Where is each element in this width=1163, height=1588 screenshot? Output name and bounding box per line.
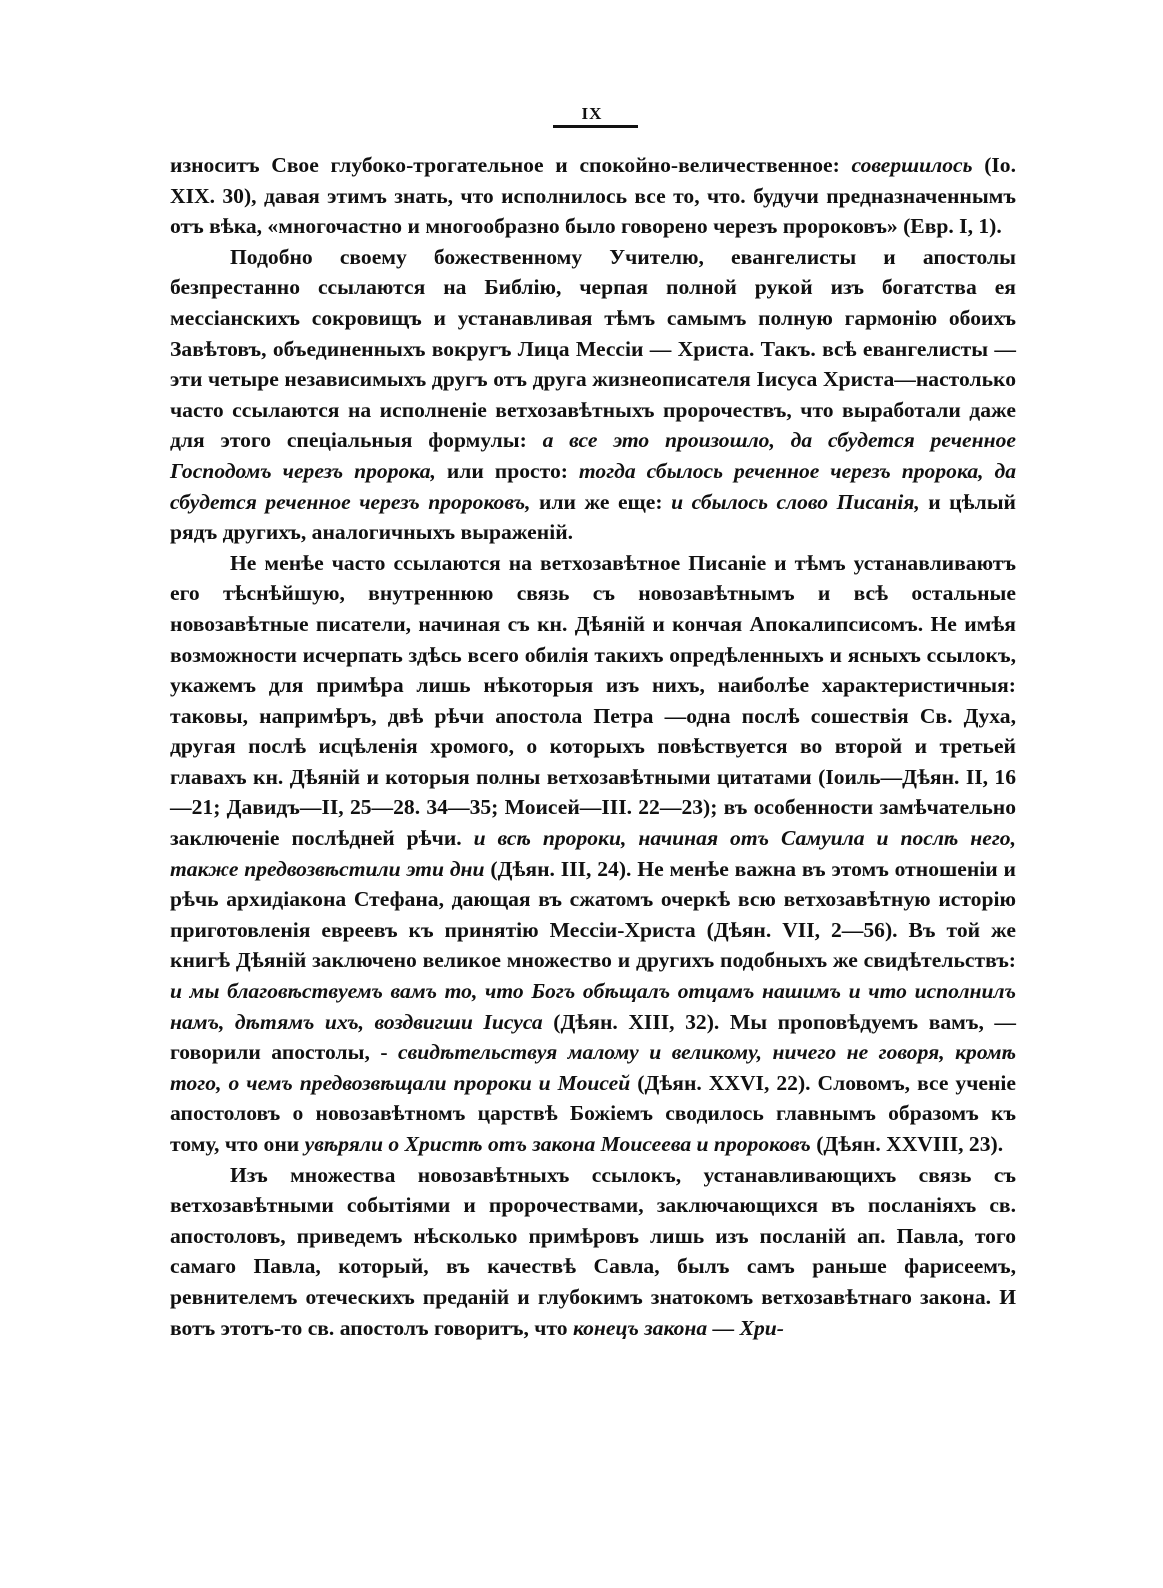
italic-quote: и всѣ пророки, начиная отъ Самуила и послѣ него, также предвозвѣстили эти дни xyxy=(170,826,1017,881)
italic-quote: а все это произошло, да сбудется реченное Господомъ черезъ пророка, xyxy=(170,428,1016,483)
text-run: износитъ Свое глубоко-трогательное и спокойно-величественное: xyxy=(170,153,852,177)
header-rule xyxy=(553,125,638,128)
text-run: Не менѣе часто ссылаются на ветхозавѣтное Писаніе и тѣмъ устанавливаютъ его тѣснѣйшую, внутреннюю связь съ новозавѣтнымъ и всѣ остальные новозавѣтные писатели, начиная съ кн. Дѣяній и кончая Апокалипсисомъ. Не имѣя возможности исчерпать здѣсь всего обилія такихъ опредѣленныхъ и ясныхъ ссылокъ, укажемъ для примѣра лишь нѣкоторыя изъ нихъ, наиболѣе характеристичныя: таковы, напримѣръ, двѣ рѣчи апостола Петра —одна послѣ сошествія Св. Духа, другая послѣ исцѣленія хромого, о которыхъ повѣствуется во второй и третьей главахъ кн. Дѣяній и которыя полны ветхозавѣтными цитатами (Іоиль—Дѣян. II, 16—21; Давидъ—II, 25—28. 34—35; Моисей—III. 22—23); въ особенности замѣчательно заключеніе послѣдней рѣчи. xyxy=(170,550,1016,851)
text-run: или просто: xyxy=(435,458,579,483)
text-run: и цѣлый рядъ другихъ, аналогичныхъ выраженій. xyxy=(170,489,1016,545)
text-run: (Дѣян. XXVI, 22). Словомъ, все ученіе апостоловъ о новозавѣтномъ царствѣ Божіемъ сводилось главнымъ образомъ къ тому, что они xyxy=(170,1070,1016,1156)
italic-quote: свидѣтельствуя малому и великому, ничего не говоря, кромѣ того, о чемъ предвозвѣщали пророки и Моисей xyxy=(170,1040,1016,1095)
italic-quote: и мы благовѣствуемъ вамъ то, что Богъ обѣщалъ отцамъ нашимъ и что исполнилъ намъ, дѣтямъ ихъ, воздвигши Іисуса xyxy=(170,979,1016,1034)
text-run: Подобно своему божественному Учителю, евангелисты и апостолы безпрестанно ссылаются на Библію, черпая полной рукой изъ богатства ея мессіанскихъ сокровищъ и устанавливая тѣмъ самымъ полную гармонію обоихъ Завѣтовъ, объединенныхъ вокругъ Лица Мессіи — Христа. Такъ. всѣ евангелисты — эти четыре независимыхъ другъ отъ друга жизнеописателя Іисуса Христа—настолько часто ссылаются на исполненіе ветхозавѣтныхъ пророчествъ, что выработали даже для этого спеціальныя формулы: xyxy=(170,244,1016,453)
italic-quote: совершилось xyxy=(851,153,973,177)
text-run: Изъ множества новозавѣтныхъ ссылокъ, устанавливающихъ связь съ ветхозавѣтными событіями и пророчествами, заключающихся въ посланіяхъ св. апостоловъ, приведемъ нѣсколько примѣровъ лишь изъ посланій ап. Павла, того самаго Павла, который, въ качествѣ Савла, былъ самъ раньше фарисеемъ, ревнителемъ отеческихъ преданій и глубокимъ знатокомъ ветхозавѣтнаго закона. И вотъ этотъ-то св. апостолъ говоритъ, что xyxy=(170,1162,1016,1340)
italic-quote: тогда сбылось реченное черезъ пророка, да сбудется реченное черезъ пророковъ, xyxy=(170,458,1017,514)
paragraph xyxy=(170,242,1016,548)
paragraph xyxy=(170,548,1016,1160)
text-run: или же еще: xyxy=(530,489,672,514)
text-run: (Io. XIX. 30), давая этимъ знать, что исполнилось все то, что. будучи предназначеннымъ отъ вѣка, «многочастно и многообразно было говорено черезъ пророковъ» (Евр. I, 1). xyxy=(170,153,1016,239)
text-run: (Дѣян. XXVIII, 23). xyxy=(810,1132,1004,1156)
paragraph xyxy=(170,150,1016,242)
italic-quote: и сбылось слово Писанія, xyxy=(671,489,920,514)
page-body xyxy=(170,150,1016,1343)
text-run: (Дѣян. III, 24). Не менѣе важна въ этомъ отношеніи и рѣчь архидіакона Стефана, дающая въ сжатомъ очеркѣ всю ветхозавѣтную исторію приготовленія евреевъ къ принятію Мессіи-Христа (Дѣян. VII, 2—56). Въ той же книгѣ Дѣяній заключено великое множество и другихъ подобныхъ же свидѣтельствъ: xyxy=(170,856,1016,973)
page-number: IX xyxy=(581,104,603,123)
italic-quote: увѣряли о Христѣ отъ закона Моисеева и пророковъ xyxy=(304,1132,811,1156)
text-run: (Дѣян. XIII, 32). Мы проповѣдуемъ вамъ, — говорили апостолы, - xyxy=(170,1009,1016,1065)
italic-quote: конецъ закона — Хри- xyxy=(572,1315,784,1340)
paragraph xyxy=(170,1160,1016,1344)
